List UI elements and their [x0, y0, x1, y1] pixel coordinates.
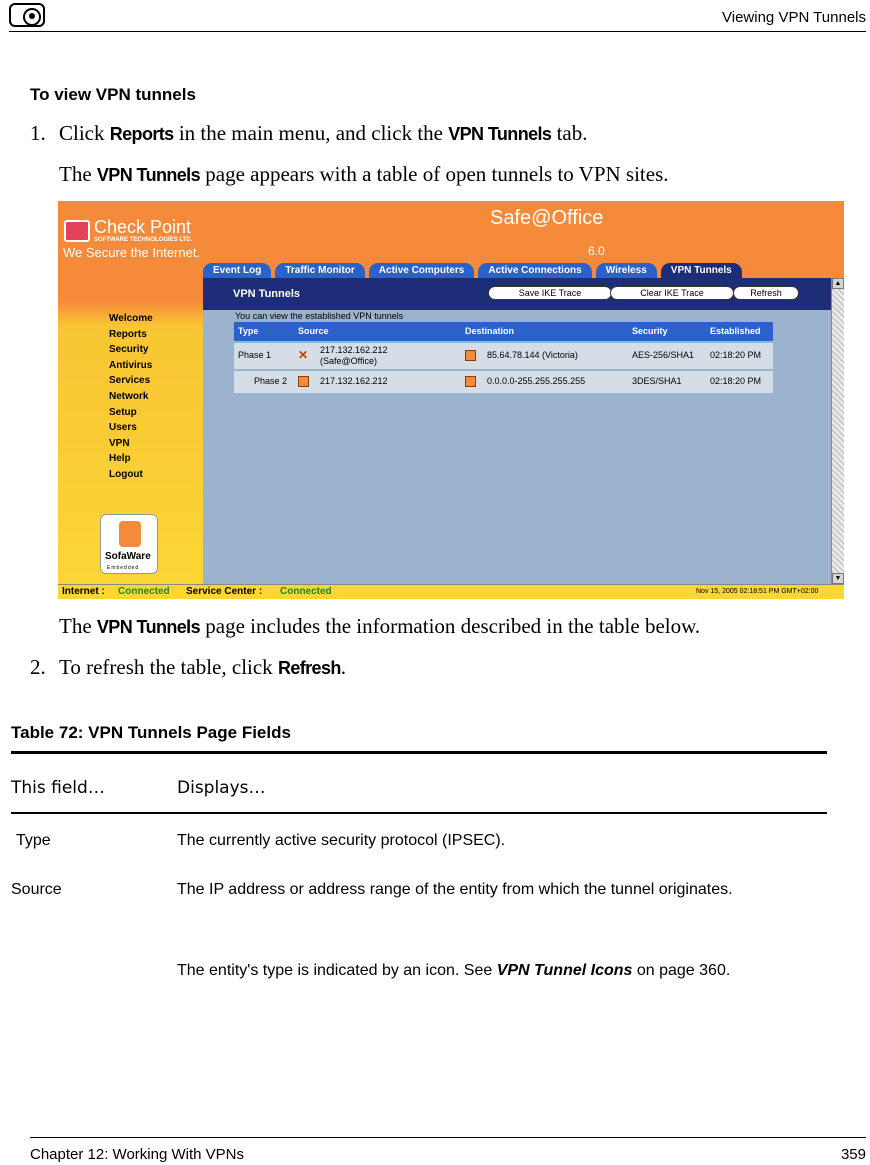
- col-type: Type: [238, 326, 259, 336]
- product-version: 6.0: [588, 244, 605, 258]
- brand-name: Check Point: [94, 217, 192, 237]
- table-header-rule: [11, 812, 827, 814]
- table-row[interactable]: Phase 1 ✕ 217.132.162.212 (Safe@Office) 85.64.78.144 (Victoria) AES-256/SHA1 02:18:20 PM: [234, 343, 773, 369]
- site-icon: [465, 350, 476, 361]
- step-2-number: 2.: [30, 655, 46, 679]
- step-1-text: Click Reports in the main menu, and click the VPN Tunnels tab.: [59, 121, 588, 145]
- menu-network[interactable]: Network: [109, 390, 149, 402]
- table-top-rule: [11, 751, 827, 754]
- brand-sub: SOFTWARE TECHNOLOGIES LTD.: [94, 237, 193, 243]
- scroll-down-icon[interactable]: ▼: [832, 573, 844, 584]
- vertical-scrollbar[interactable]: [831, 278, 844, 584]
- field-source-note: The entity's type is indicated by an icon. See VPN Tunnel Icons on page 360.: [177, 962, 731, 979]
- vpn-tunnel-icons-link[interactable]: VPN Tunnel Icons: [496, 962, 633, 979]
- page-number: 359: [840, 1146, 866, 1163]
- tunnels-table: [234, 322, 773, 474]
- column-header-displays: Displays…: [177, 778, 266, 798]
- after-screenshot-text: The VPN Tunnels page includes the information described in the table below.: [59, 614, 701, 638]
- main-menu: [109, 311, 153, 483]
- col-destination: Destination: [465, 326, 515, 336]
- sofaware-mascot-icon: [119, 521, 141, 547]
- tab-wireless[interactable]: Wireless: [596, 263, 657, 278]
- report-tabs: [203, 263, 742, 278]
- refresh-button[interactable]: Refresh: [733, 286, 799, 300]
- footer-chapter: Chapter 12: Working With VPNs: [30, 1146, 244, 1163]
- save-ike-trace-button[interactable]: Save IKE Trace: [488, 286, 612, 300]
- step-1-result: The VPN Tunnels page appears with a table of open tunnels to VPN sites.: [59, 162, 669, 186]
- column-header-field: This field…: [11, 778, 105, 798]
- gateway-icon: ✕: [298, 348, 309, 362]
- menu-users[interactable]: Users: [109, 422, 137, 434]
- table-row[interactable]: Phase 2 217.132.162.212 0.0.0.0-255.255.255.255 3DES/SHA1 02:18:20 PM: [234, 371, 773, 393]
- tab-traffic-monitor[interactable]: Traffic Monitor: [275, 263, 364, 278]
- procedure-title: To view VPN tunnels: [30, 85, 196, 104]
- menu-logout[interactable]: Logout: [109, 468, 143, 480]
- field-source: Source: [11, 881, 62, 898]
- menu-security[interactable]: Security: [109, 344, 149, 356]
- footer-rule: [30, 1137, 866, 1138]
- col-source: Source: [298, 326, 329, 336]
- menu-help[interactable]: Help: [109, 453, 131, 465]
- scroll-up-icon[interactable]: ▲: [832, 278, 844, 289]
- clear-ike-trace-button[interactable]: Clear IKE Trace: [610, 286, 734, 300]
- field-type-desc: The currently active security protocol (IPSEC).: [177, 832, 506, 849]
- col-established: Established: [710, 326, 761, 336]
- menu-services[interactable]: Services: [109, 375, 151, 387]
- tunnels-table-header: [234, 322, 773, 341]
- brand-tagline: We Secure the Internet.: [63, 245, 201, 260]
- tab-active-computers[interactable]: Active Computers: [369, 263, 475, 278]
- field-type: Type: [16, 832, 51, 849]
- menu-antivirus[interactable]: Antivirus: [109, 359, 153, 371]
- network-icon: [465, 376, 476, 387]
- tab-vpn-tunnels[interactable]: VPN Tunnels: [661, 263, 742, 278]
- table-caption: Table 72: VPN Tunnels Page Fields: [11, 723, 291, 742]
- network-icon: [298, 376, 309, 387]
- step-1-number: 1.: [30, 121, 46, 145]
- vpn-tunnels-screenshot: [58, 201, 844, 599]
- hint-text: You can view the established VPN tunnels: [235, 311, 404, 321]
- col-security: Security: [632, 326, 668, 336]
- status-bar: Internet : Connected Service Center : Connected Nov 15, 2005 02:18:51 PM GMT+02:00: [58, 584, 844, 599]
- chapter-icon: [9, 3, 45, 27]
- menu-setup[interactable]: Setup: [109, 406, 137, 418]
- main-content: [203, 278, 831, 584]
- tab-event-log[interactable]: Event Log: [203, 263, 271, 278]
- menu-vpn[interactable]: VPN: [109, 437, 130, 449]
- tab-active-connections[interactable]: Active Connections: [478, 263, 591, 278]
- page-title: VPN Tunnels: [233, 288, 301, 300]
- menu-reports[interactable]: Reports: [109, 328, 147, 340]
- product-title: Safe@Office: [490, 207, 604, 229]
- page-title-bar: [203, 278, 831, 310]
- sofaware-logo: SofaWare Embedded: [100, 514, 158, 574]
- checkpoint-logo-icon: [64, 220, 90, 242]
- field-source-desc: The IP address or address range of the entity from which the tunnel originates.: [177, 881, 733, 898]
- menu-welcome[interactable]: Welcome: [109, 313, 153, 324]
- running-header: Viewing VPN Tunnels: [722, 9, 866, 26]
- header-rule: [9, 31, 866, 32]
- step-2-text: To refresh the table, click Refresh.: [59, 655, 347, 679]
